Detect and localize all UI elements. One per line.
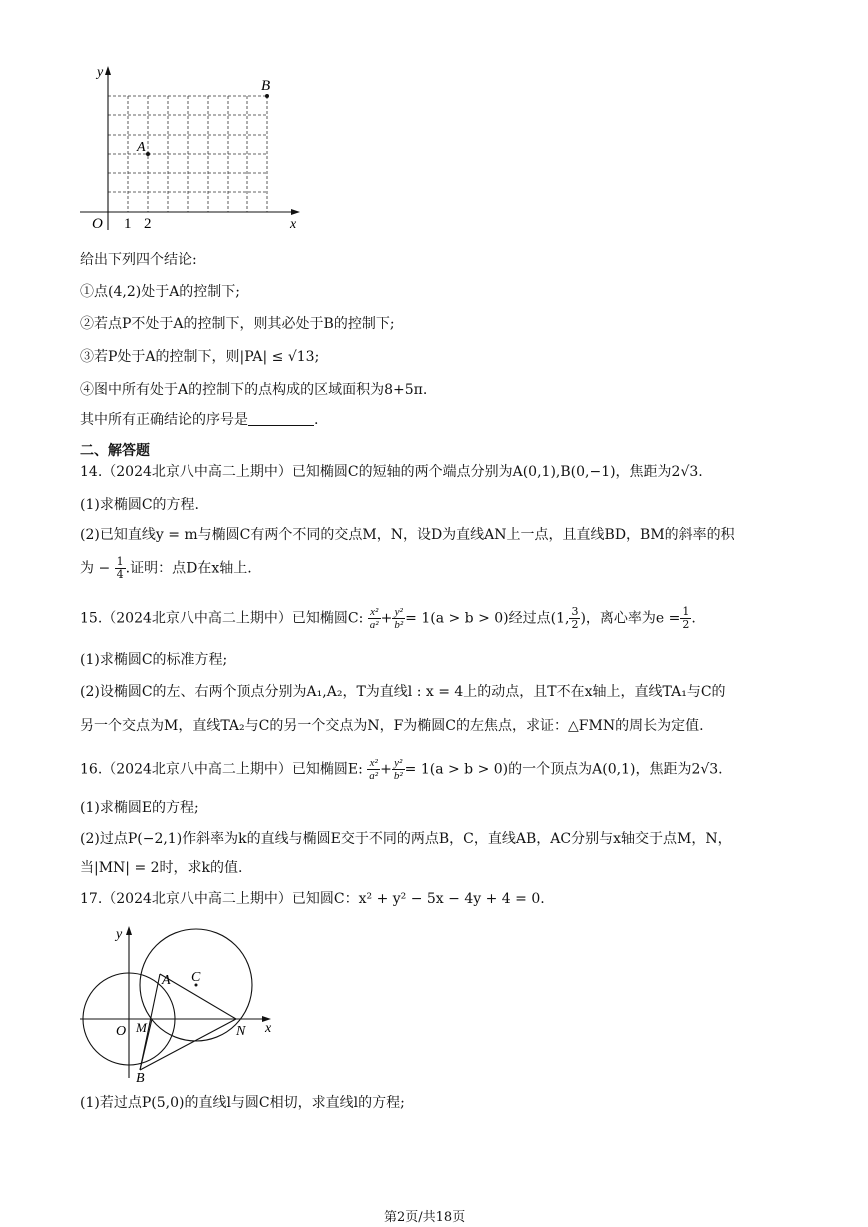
q14-stem: 14.（2024北京八中高二上期中）已知椭圆C的短轴的两个端点分别为A(0,1),B(0,−1)，焦距为2√3. [80, 464, 703, 480]
q16-a2: a² [369, 770, 379, 782]
q13-conclusion-3: ③若P处于A的控制下，则|PA| ≤ √13; [80, 349, 320, 365]
tick-2-label: 2 [144, 216, 152, 232]
q13-conclusion-2: ②若点P不处于A的控制下，则其必处于B的控制下; [80, 316, 395, 332]
x-axis-label: x [290, 217, 297, 232]
q14-fraction [115, 556, 126, 581]
point-b-label: B [261, 78, 271, 94]
q15-e-den: 2 [682, 618, 690, 631]
fig2-n-label: N [236, 1024, 246, 1039]
q15-a2: a² [369, 619, 379, 631]
q15-e-fraction [680, 606, 691, 631]
q15-part-2-continued: 另一个交点为M，直线TA₂与C的另一个交点为N，F为椭圆C的左焦点，求证：△FMN的周长为定值. [80, 718, 704, 734]
q16-b2: b² [393, 770, 403, 782]
q15-part-1: (1)求椭圆C的标准方程; [80, 652, 228, 668]
q15-stem-c: )，离心率为e = [580, 610, 681, 627]
tick-1-label: 1 [124, 216, 132, 232]
fig2-m-label: M [136, 1020, 147, 1035]
q15-stem: 15.（2024北京八中高二上期中）已知椭圆C: $\frac{\text{x²}}{\text{a²}}$ + $\frac{\text{y²}}{\text{b²}}$ = 1(a > b > 0)经过点(1, $\frac{3}{2}$ )，离心率为e = $\frac{1}{2}$ . [80, 605, 696, 631]
answer-blank [248, 411, 314, 426]
fig2-origin-label: O [116, 1024, 127, 1039]
q16-part-2: (2)过点P(−2,1)作斜率为k的直线与椭圆E交于不同的两点B，C，直线AB，AC分别与x轴交于点M，N， [80, 831, 732, 847]
q16-stem-b: = 1(a > b > 0)的一个顶点为A(0,1)，焦距为2√3. [404, 761, 723, 778]
q16-y-fraction [392, 757, 405, 782]
q15-point-den: 2 [571, 618, 579, 631]
q13-conclusion-1: ①点(4,2)处于A的控制下; [80, 284, 241, 300]
q13-intro: 给出下列四个结论: [80, 252, 197, 268]
q14-part-2-continued [80, 556, 252, 581]
q14-prefix: 为 − [80, 560, 111, 577]
q14-fraction-numerator: 1 [116, 555, 124, 568]
fig2-y-label: y [116, 927, 123, 942]
point-a-label: A [137, 140, 146, 155]
q15-y-fraction [392, 606, 405, 631]
q16-stem-a: 16.（2024北京八中高二上期中）已知椭圆E: [80, 761, 363, 778]
fig2-c-label: C [191, 970, 201, 985]
page-footer: 第2页/共18页 [384, 1210, 466, 1225]
q17-part-1: (1)若过点P(5,0)的直线l与圆C相切，求直线l的方程; [80, 1095, 405, 1111]
q15-e-num: 1 [682, 605, 690, 618]
q15-point-fraction [569, 606, 580, 631]
fig2-a-label: A [162, 973, 171, 988]
fig2-x-label: x [265, 1021, 272, 1036]
q15-stem-a: 15.（2024北京八中高二上期中）已知椭圆C: [80, 610, 364, 627]
q16-x-fraction [367, 757, 380, 782]
circle-figure [72, 920, 282, 1085]
q16-part-2-continued: 当|MN| = 2时，求k的值. [80, 860, 243, 876]
q15-stem-d: . [691, 610, 696, 627]
grid-figure [72, 60, 312, 240]
y-axis-label: y [97, 65, 104, 80]
q16-y2: y² [392, 757, 405, 770]
q15-x-fraction [368, 606, 381, 631]
q14-fraction-denominator: 4 [116, 568, 124, 581]
section-title: 二、解答题 [80, 443, 150, 459]
fig2-b-label: B [136, 1071, 145, 1085]
q15-b2: b² [394, 619, 404, 631]
q17-stem: 17.（2024北京八中高二上期中）已知圆C：x² + y² − 5x − 4y + 4 = 0. [80, 891, 545, 907]
q16-x2: x² [367, 757, 380, 770]
q14-part-2: (2)已知直线y = m与椭圆C有两个不同的交点M，N，设D为直线AN上一点，且直线BD，BM的斜率的积 [80, 527, 735, 543]
q13-conclusion-4: ④图中所有处于A的控制下的点构成的区域面积为8+5π. [80, 382, 428, 398]
point-a-dot [146, 152, 150, 156]
point-b-dot [265, 94, 269, 98]
q15-y2: y² [392, 606, 405, 619]
q13-question-text: 其中所有正确结论的序号是 [80, 412, 248, 428]
q16-stem: 16.（2024北京八中高二上期中）已知椭圆E: $\frac{\text{x²}}{\text{a²}}$ + $\frac{\text{y²}}{\text{b²}}$ = 1(a > b > 0)的一个顶点为A(0,1)，焦距为2√3. [80, 757, 723, 782]
q15-x2: x² [368, 606, 381, 619]
q13-question [80, 410, 318, 430]
origin-label: O [92, 216, 103, 232]
q16-part-1: (1)求椭圆E的方程; [80, 800, 199, 816]
q13-question-end: . [314, 412, 319, 428]
q15-stem-b: = 1(a > b > 0)经过点(1, [405, 610, 570, 627]
q15-part-2: (2)设椭圆C的左、右两个顶点分别为A₁,A₂，T为直线l : x = 4上的动点，且T不在x轴上，直线TA₁与C的 [80, 684, 726, 700]
q14-part-1: (1)求椭圆C的方程. [80, 497, 199, 513]
q15-point-num: 3 [571, 605, 579, 618]
q14-suffix: .证明：点D在x轴上. [125, 560, 252, 577]
